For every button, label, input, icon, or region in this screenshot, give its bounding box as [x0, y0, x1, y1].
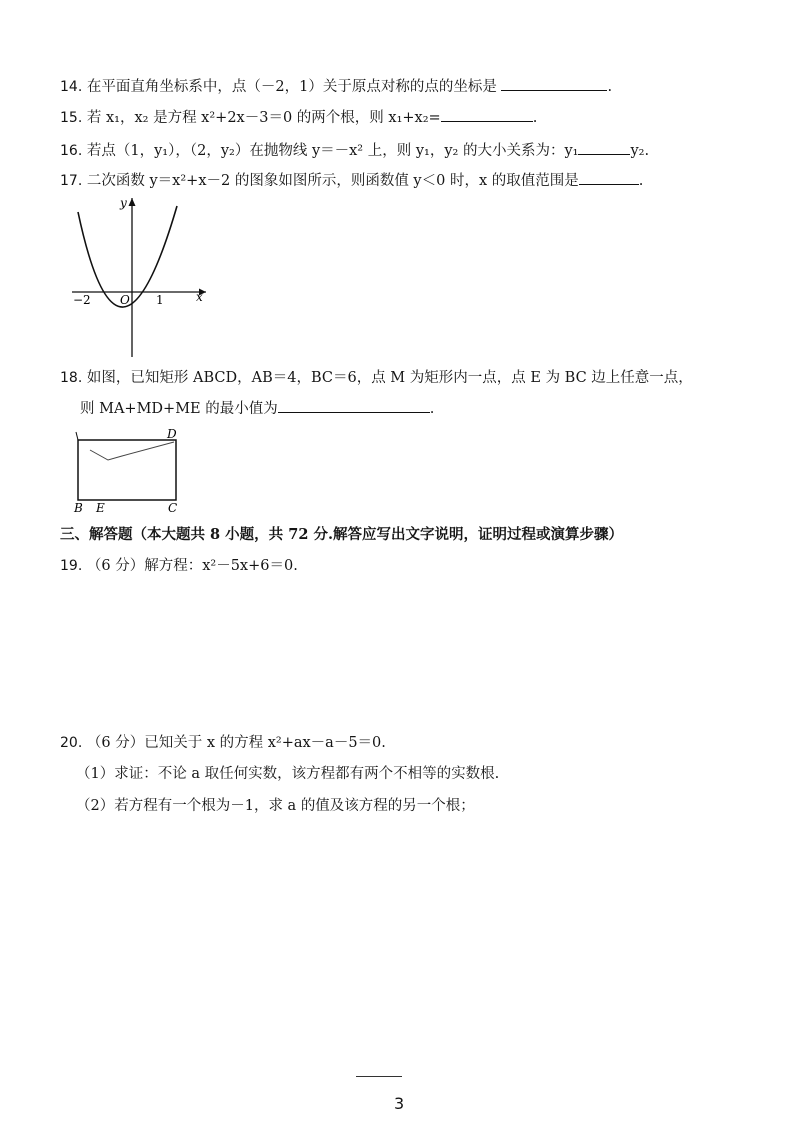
question-end: .	[638, 173, 644, 189]
rectangle-abcd	[78, 440, 176, 500]
interior-segments	[90, 442, 174, 460]
tick-label-1: 1	[156, 293, 164, 307]
question-end: .	[429, 401, 435, 417]
question-end: .	[532, 110, 538, 126]
question-18	[60, 368, 693, 388]
vertex-label-b: B	[74, 501, 83, 515]
question-number: 19.	[60, 558, 83, 574]
question-number: 14.	[60, 79, 83, 95]
parabola-graph	[66, 192, 216, 362]
page-number: 3	[394, 1094, 405, 1113]
tick-label-neg2: −2	[73, 293, 91, 307]
vertex-label-c: C	[168, 501, 178, 515]
point-label-e: E	[96, 501, 105, 515]
answer-blank[interactable]	[579, 170, 639, 185]
vertex-label-d: D	[167, 427, 177, 441]
question-text: （6 分）已知关于 x 的方程 x²+ax－a－5＝0.	[86, 735, 386, 751]
question-15	[60, 107, 537, 128]
answer-blank[interactable]	[441, 107, 533, 122]
question-18-line2	[80, 398, 434, 419]
question-16	[60, 140, 649, 161]
footer-rule	[356, 1076, 402, 1077]
question-number: 16.	[60, 143, 83, 159]
question-text: 如图，已知矩形 ABCD，AB＝4，BC＝6，点 M 为矩形内一点，点 E 为 BC 边上任意一点，	[86, 370, 693, 386]
x-axis-label: x	[196, 290, 203, 304]
question-20	[60, 733, 386, 753]
question-text: 若点（1，y₁），（2，y₂）在抛物线 y＝－x² 上，则 y₁，y₂ 的大小关系为：y₁	[86, 143, 579, 159]
question-text: 若 x₁，x₂ 是方程 x²+2x－3＝0 的两个根，则 x₁+x₂=	[86, 110, 441, 126]
y-axis-label: y	[120, 196, 127, 210]
question-number: 18.	[60, 370, 83, 386]
question-20-part-1: （1）求证：不论 a 取任何实数，该方程都有两个不相等的实数根.	[76, 766, 500, 782]
question-text: （6 分）解方程：x²－5x+6＝0.	[86, 558, 298, 574]
question-number: 17.	[60, 173, 83, 189]
question-17	[60, 170, 643, 191]
question-number: 20.	[60, 735, 83, 751]
question-text: 在平面直角坐标系中，点（－2，1）关于原点对称的点的坐标是	[86, 79, 497, 95]
answer-blank[interactable]	[578, 140, 630, 155]
edge-mark	[76, 432, 78, 440]
question-19	[60, 556, 298, 576]
question-end: y₂.	[630, 143, 650, 159]
rectangle-figure	[70, 426, 190, 516]
question-20-part-2: （2）若方程有一个根为－1，求 a 的值及该方程的另一个根；	[76, 798, 475, 814]
question-end: .	[607, 79, 613, 95]
y-axis-arrow	[129, 198, 136, 206]
question-text-2: 则 MA+MD+ME 的最小值为	[80, 401, 278, 417]
question-number: 15.	[60, 110, 83, 126]
question-text: 二次函数 y＝x²+x－2 的图象如图所示，则函数值 y＜0 时，x 的取值范围是	[86, 173, 579, 189]
answer-blank[interactable]	[278, 398, 430, 413]
question-14	[60, 76, 612, 97]
answer-blank[interactable]	[501, 76, 607, 91]
section-heading: 三、解答题（本大题共 8 小题，共 72 分.解答应写出文字说明，证明过程或演算步骤）	[60, 526, 624, 543]
origin-label: O	[120, 293, 130, 307]
